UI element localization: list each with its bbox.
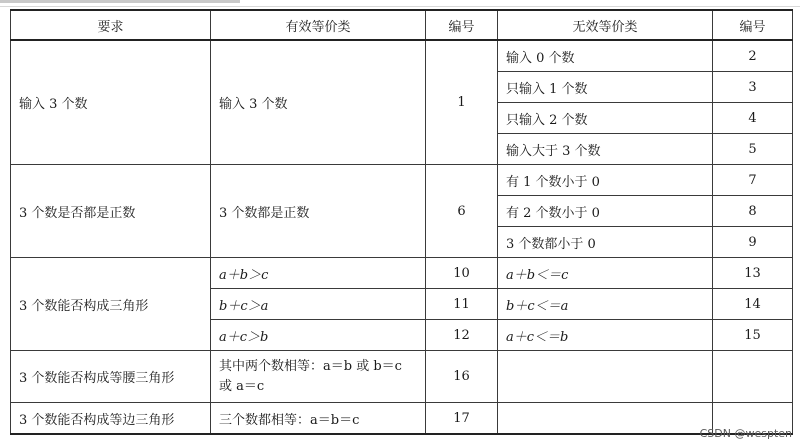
table-row [11,165,793,196]
valid-id-cell: 17 [426,403,498,435]
valid-class-cell: 输入 3 个数 [211,40,426,165]
valid-class-cell: 3 个数都是正数 [211,165,426,258]
table-row [11,351,793,403]
header-row [11,10,793,40]
valid-id-cell: 1 [426,40,498,165]
invalid-id-cell: 15 [713,320,793,351]
valid-id-cell: 16 [426,351,498,403]
invalid-class-cell: a＋c＜＝b [498,320,713,351]
invalid-class-cell: b＋c＜＝a [498,289,713,320]
invalid-class-cell: 输入 0 个数 [498,40,713,72]
table-row [11,403,793,435]
table-row [11,258,793,289]
header-valid-id: 编号 [426,10,498,40]
table-row [11,40,793,72]
top-strip-bar [0,0,240,3]
invalid-class-cell: 有 1 个数小于 0 [498,165,713,196]
valid-id-cell: 11 [426,289,498,320]
header-invalid-class: 无效等价类 [498,10,713,40]
header-valid-class: 有效等价类 [211,10,426,40]
top-strip [0,0,800,7]
invalid-class-cell-empty [498,351,713,403]
header-invalid-id: 编号 [713,10,793,40]
invalid-id-cell: 13 [713,258,793,289]
invalid-id-cell: 3 [713,72,793,103]
valid-class-cell: 其中两个数相等：a＝b 或 b＝c 或 a＝c [211,351,426,403]
invalid-id-cell-empty [713,351,793,403]
valid-id-cell: 6 [426,165,498,258]
requirement-cell: 3 个数能否构成三角形 [11,258,211,351]
requirement-cell: 3 个数能否构成等腰三角形 [11,351,211,403]
valid-id-cell: 10 [426,258,498,289]
valid-class-cell: a＋b＞c [211,258,426,289]
valid-class-cell: 三个数都相等：a＝b＝c [211,403,426,435]
requirement-cell: 3 个数是否都是正数 [11,165,211,258]
invalid-class-cell-empty [498,403,713,435]
requirement-cell: 3 个数能否构成等边三角形 [11,403,211,435]
invalid-id-cell: 8 [713,196,793,227]
equivalence-class-table [10,9,793,435]
invalid-id-cell: 2 [713,40,793,72]
invalid-class-cell: a＋b＜＝c [498,258,713,289]
invalid-class-cell: 输入大于 3 个数 [498,134,713,165]
watermark: CSDN @wespten [699,427,792,440]
invalid-id-cell: 4 [713,103,793,134]
header-requirement: 要求 [11,10,211,40]
invalid-class-cell: 有 2 个数小于 0 [498,196,713,227]
invalid-class-cell: 3 个数都小于 0 [498,227,713,258]
invalid-id-cell: 14 [713,289,793,320]
valid-class-cell: b＋c＞a [211,289,426,320]
invalid-id-cell: 9 [713,227,793,258]
invalid-id-cell: 5 [713,134,793,165]
invalid-class-cell: 只输入 2 个数 [498,103,713,134]
valid-id-cell: 12 [426,320,498,351]
invalid-class-cell: 只输入 1 个数 [498,72,713,103]
invalid-id-cell: 7 [713,165,793,196]
requirement-cell: 输入 3 个数 [11,40,211,165]
valid-class-cell: a＋c＞b [211,320,426,351]
